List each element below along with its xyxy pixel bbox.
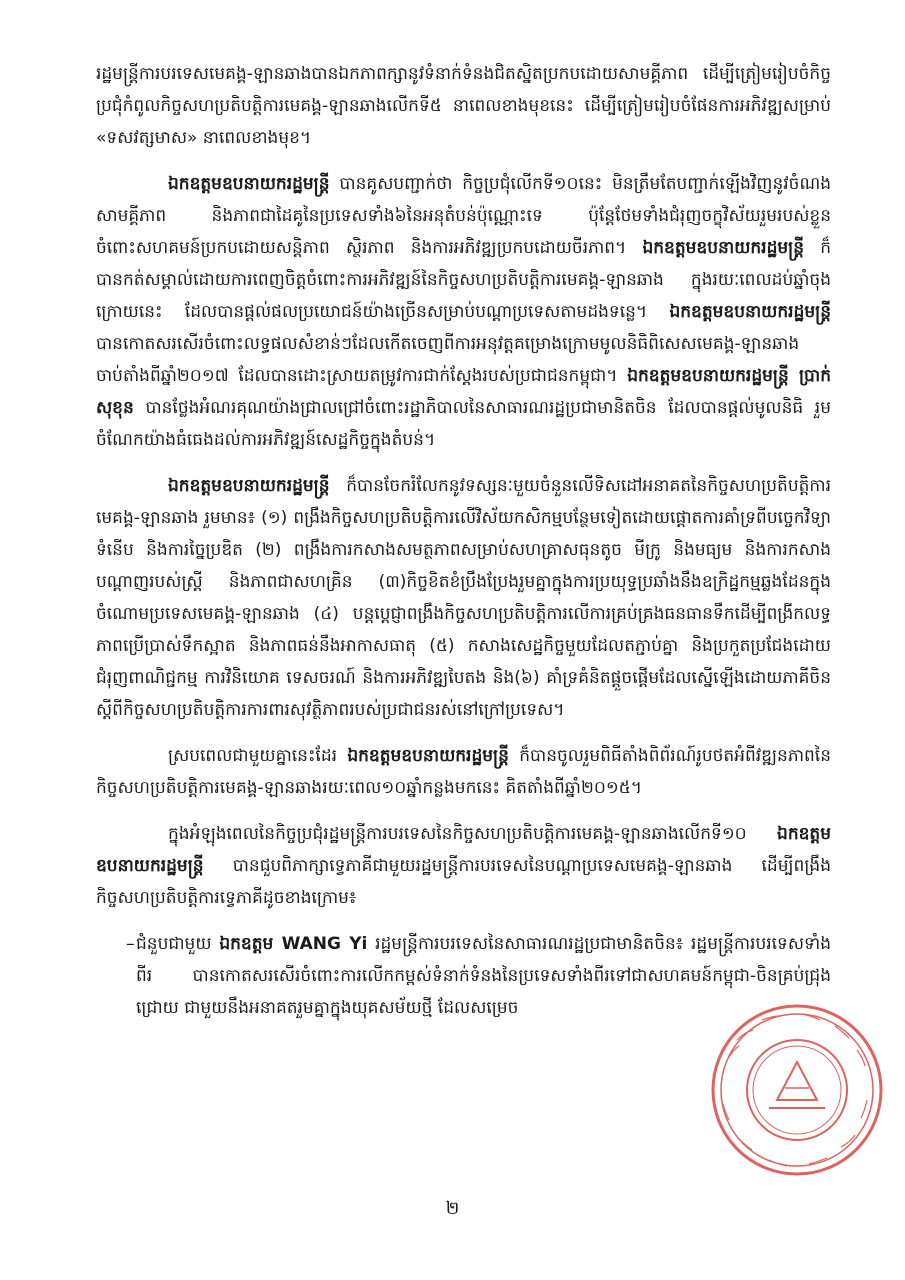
paragraph-3: ឯកឧត្តមឧបនាយករដ្ឋមន្ត្រី ក៏បានចែករំលែកនូវទស្សនៈមួយចំនួនលើទិសដៅអនាគតនៃកិច្ចសហប្រតិបត្តិការមេគង្គ-ឡានឆាង រួមមាន៖ (១) ពង្រឹងកិច្ចសហប្រតិបត្តិការលើវិស័យកសិកម្មបន្ថែមទៀតដោយផ្តោតការគាំទ្រពីបច្ចេកវិទ្យាទំនើប និងការច្នៃប្រឌិត (២) ពង្រឹងការកសាងសមត្ថភាពសម្រាប់សហគ្រាសធុនតូច មីក្រូ និងមធ្យម និងការកសាងបណ្តាញរបស់ស្ត្រី និងភាពជាសហគ្រិន (៣)កិច្ចខិតខំប្រឹងប្រែងរួមគ្នាក្នុងការប្រយុទ្ធប្រឆាំងនឹងឧក្រិដ្ឋកម្មឆ្លងដែនក្នុងចំណោមប្រទេសមេគង្គ-ឡានឆាង (៤) បន្តប្តេជ្ញាពង្រឹងកិច្ចសហប្រតិបត្តិការលើការគ្រប់គ្រងធនធានទឹកដើម្បីពង្រីកលទ្ធភាពប្រើប្រាស់ទឹកស្អាត និងភាពធន់នឹងអាកាសធាតុ (៥) កសាងសេដ្ឋកិច្ចមួយដែលតភ្ជាប់គ្នា និងប្រកួតប្រជែងដោយជំរុញពាណិជ្ជកម្ម ការវិនិយោគ ទេសចរណ៍ និងការអភិវឌ្ឍបៃតង និង(៦) គាំទ្រគំនិតផ្តួចផ្តើមដែលស្នើឡើងដោយភាគីចិន ស្តីពីកិច្ចសហប្រតិបត្តិការការពារសុវត្ថិភាពរបស់ប្រជាជនរស់នៅក្រៅប្រទេស។ — [96, 476, 831, 720]
document-body — [96, 58, 831, 1038]
paragraph-1: រដ្ឋមន្ត្រីការបរទេសមេគង្គ-ឡានឆាងបានឯកភាពក្សានូវទំនាក់ទំនងជិតស្និតប្រកបដោយសាមគ្គីភាព ដើម្បីត្រៀមរៀបចំកិច្ចប្រជុំកំពូលកិច្ចសហប្រតិបត្តិការមេគង្គ-ឡានឆាងលើកទី៥ នាពេលខាងមុខនេះ ដើម្បីត្រៀមរៀបចំផែនការអភិវឌ្ឍសម្រាប់ «ទសវត្សមាស» នាពេលខាងមុខ។ — [96, 64, 831, 148]
deputy-pm-title: ឯកឧត្តមឧបនាយករដ្ឋមន្ត្រី — [168, 476, 330, 496]
page-number: ២ — [445, 1198, 460, 1219]
bullet-dash: – — [126, 934, 135, 954]
official-seal-icon — [707, 1000, 887, 1180]
deputy-pm-title: ឯកឧត្តមឧបនាយករដ្ឋមន្ត្រី — [347, 746, 509, 766]
paragraph-5: ក្នុងអំឡុងពេលនៃកិច្ចប្រជុំរដ្ឋមន្ត្រីការបរទេសនៃកិច្ចសហប្រតិបត្តិការមេគង្គ-ឡានឆាងលើកទី១០ ឯកឧត្តមឧបនាយករដ្ឋមន្ត្រី បានជួបពិភាក្សាទ្វេភាគីជាមួយរដ្ឋមន្ត្រីការបរទេសនៃបណ្តាប្រទេសមេគង្គ-ឡានឆាង ដើម្បីពង្រឹងកិច្ចសហប្រតិបត្តិការទ្វេភាគីដូចខាងក្រោម៖ — [96, 824, 831, 908]
paragraph-2: ឯកឧត្តមឧបនាយករដ្ឋមន្ត្រី បានគូសបញ្ជាក់ថា កិច្ចប្រជុំលើកទី១០នេះ មិនត្រឹមតែបញ្ជាក់ឡើងវិញនូវចំណងសាមគ្គីភាព និងភាពជាដៃគូនៃប្រទេសទាំង៦នៃអនុតំបន់ប៉ុណ្ណោះទេ ប៉ុន្តែថែមទាំងជំរុញចក្ខុវិស័យរួមរបស់ខ្លួនចំពោះសហគមន៍ប្រកបដោយសន្តិភាព ស្ថិរភាព និងការអភិវឌ្ឍប្រកបដោយចីរភាព។ ឯកឧត្តមឧបនាយករដ្ឋមន្ត្រី ក៏បានកត់សម្គាល់ដោយការពេញចិត្តចំពោះការអភិវឌ្ឍន៍នៃកិច្ចសហប្រតិបត្តិការមេគង្គ-ឡានឆាង ក្នុងរយៈពេលដប់ឆ្នាំចុងក្រោយនេះ ដែលបានផ្តល់ផលប្រយោជន៍យ៉ាងច្រើនសម្រាប់បណ្តាប្រទេសតាមដងទន្លេ។ ឯកឧត្តមឧបនាយករដ្ឋមន្ត្រី បានកោតសរសើរចំពោះលទ្ធផលសំខាន់ៗដែលកើតចេញពីការអនុវត្តគម្រោងក្រោមមូលនិធិពិសេសមេគង្គ-ឡានឆាង ចាប់តាំងពីឆ្នាំ២០១៧ ដែលបានដោះស្រាយតម្រូវការជាក់ស្តែងរបស់ប្រជាជនកម្ពុជា។ ឯកឧត្តមឧបនាយករដ្ឋមន្ត្រី ប្រាក់ សុខុន បានថ្លែងអំណរគុណយ៉ាងជ្រាលជ្រៅចំពោះរដ្ឋាភិបាលនៃសាធារណរដ្ឋប្រជាមានិតចិន ដែលបានផ្តល់មូលនិធិ រួមចំណែកយ៉ាងធំធេងដល់ការអភិវឌ្ឍន៍សេដ្ឋកិច្ចក្នុងតំបន់។ — [96, 174, 831, 450]
paragraph-4: ស្របពេលជាមួយគ្នានេះដែរ ឯកឧត្តមឧបនាយករដ្ឋមន្ត្រី ក៏បានចូលរួមពិធីតាំងពិព័រណ៍រូបថតអំពីវឌ្ឍនភាពនៃកិច្ចសហប្រតិបត្តិការមេគង្គ-ឡានឆាងរយៈពេល១០ឆ្នាំកន្លងមកនេះ គិតតាំងពីឆ្នាំ២០១៥។ — [96, 746, 831, 798]
deputy-pm-title: ឯកឧត្តមឧបនាយករដ្ឋមន្ត្រី — [669, 302, 831, 322]
deputy-pm-title: ឯកឧត្តមឧបនាយករដ្ឋមន្ត្រី — [642, 238, 805, 258]
wang-yi-name: ឯកឧត្តម WANG Yi — [219, 934, 368, 954]
deputy-pm-name: ឯកឧត្តមឧបនាយករដ្ឋមន្ត្រី ប្រាក់ សុខុន — [96, 366, 831, 418]
bullet-item: – ជំនួបជាមួយ ឯកឧត្តម WANG Yi រដ្ឋមន្ត្រីការបរទេសនៃសាធារណរដ្ឋប្រជាមានិតចិន៖ រដ្ឋមន្ត្រីការបរទេសទាំងពីរ បានកោតសរសើរចំពោះការលើកកម្ពស់ទំនាក់ទំនងនៃប្រទេសទាំងពីរទៅជាសហគមន៍កម្ពុជា-ចិនគ្រប់ជ្រុងជ្រោយ ជាមួយនឹងអនាគតរួមគ្នាក្នុងយុគសម័យថ្មី ដែលសម្រេច — [96, 928, 831, 1024]
deputy-pm-title: ឯកឧត្តមឧបនាយករដ្ឋមន្ត្រី — [168, 174, 330, 194]
deputy-pm-title: ឯកឧត្តមឧបនាយករដ្ឋមន្ត្រី — [96, 824, 831, 876]
